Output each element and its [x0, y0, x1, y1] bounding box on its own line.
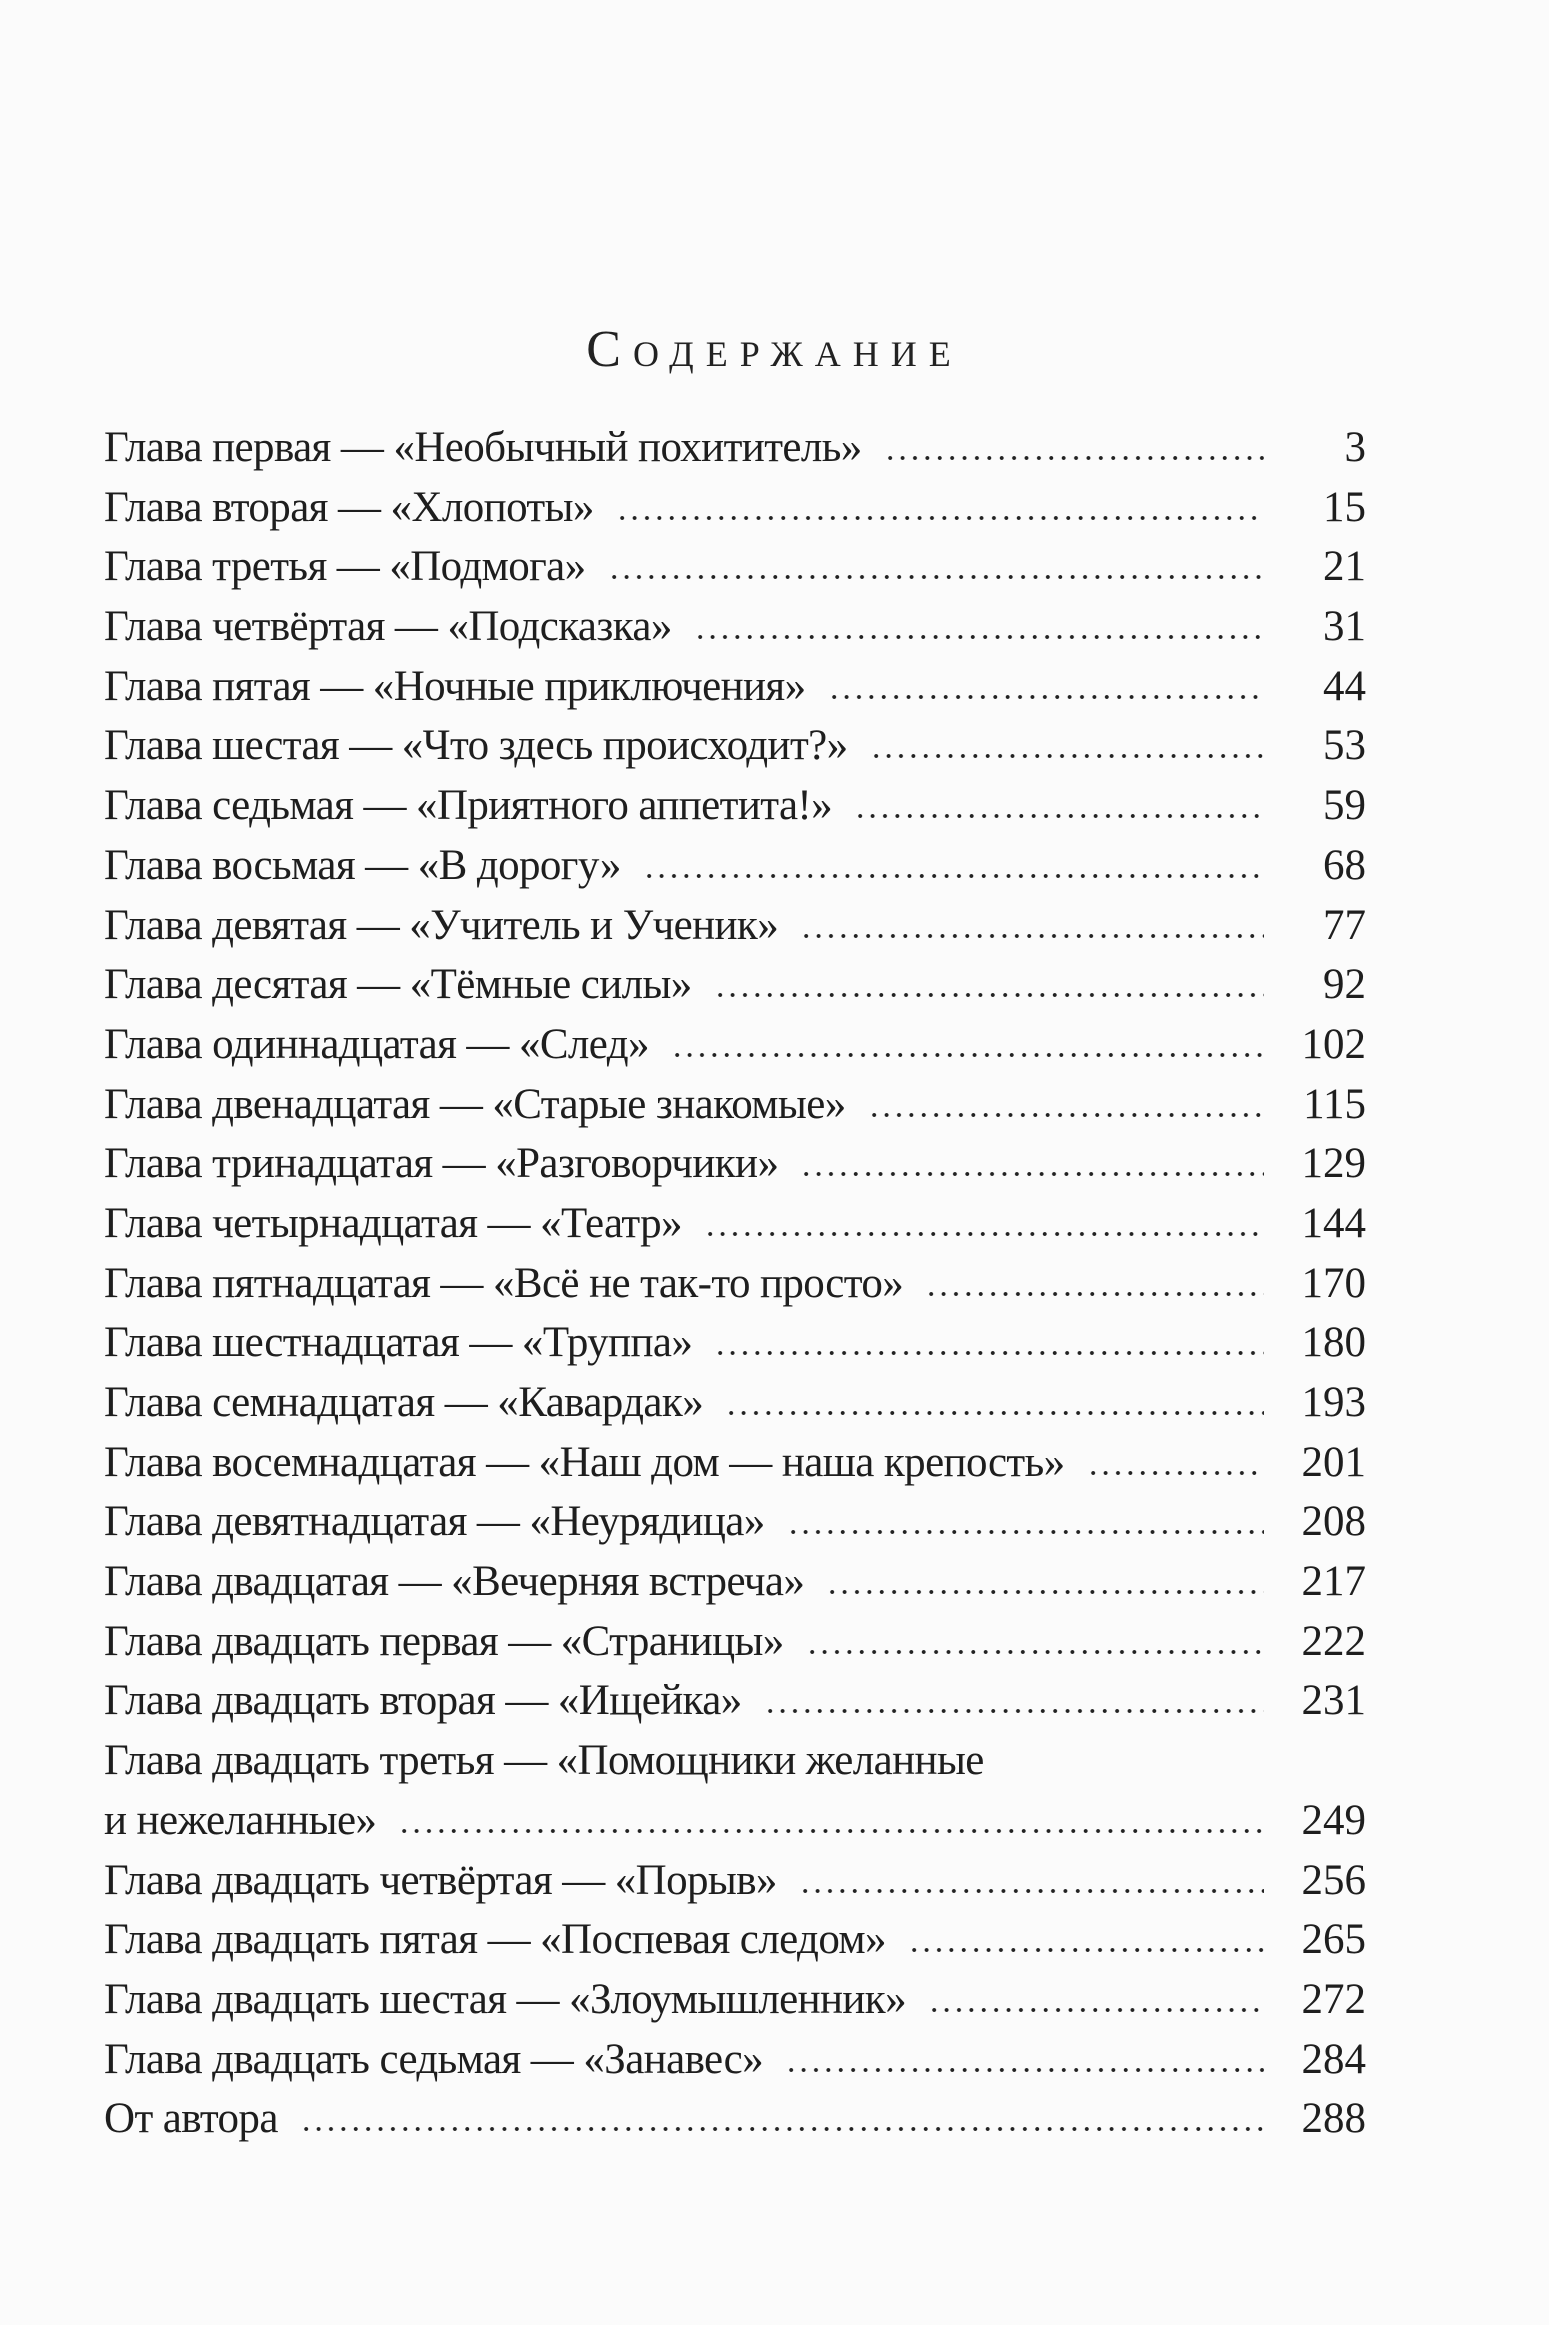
entry-title: Глава двадцать третья — «Помощники желанные: [104, 1737, 984, 1785]
entry-page-number: 21: [1323, 543, 1366, 591]
entry-page-number: 59: [1323, 782, 1366, 830]
entry-page-number: 44: [1323, 662, 1366, 710]
dot-leader: [884, 453, 1264, 463]
entry-title: Глава пятая — «Ночные приключения»: [104, 662, 806, 710]
entry-page-number: 68: [1323, 841, 1366, 889]
entry-title: Глава двадцать шестая — «Злоумышленник»: [104, 1975, 906, 2023]
entry-title: Глава вторая — «Хлопоты»: [104, 483, 594, 531]
entry-title: От автора: [104, 2095, 278, 2143]
toc-entry-continuation: [104, 1791, 1366, 1851]
entry-page-number: 170: [1301, 1259, 1366, 1307]
dot-leader: [608, 572, 1264, 582]
dot-leader: [725, 1408, 1264, 1418]
entry-title: Глава девятая — «Учитель и Ученик»: [104, 901, 779, 949]
entry-page-number: 256: [1301, 1856, 1366, 1904]
entry-page-number: 144: [1301, 1199, 1366, 1247]
dot-leader: [800, 931, 1264, 941]
toc-entry: [104, 597, 1366, 657]
entry-title: Глава десятая — «Тёмные силы»: [104, 961, 692, 1009]
entry-title: Глава двадцать четвёртая — «Порыв»: [104, 1856, 777, 1904]
entry-title: Глава двадцать первая — «Страницы»: [104, 1617, 784, 1665]
toc-entry: [104, 2030, 1366, 2090]
toc-entry: [104, 1254, 1366, 1314]
toc-entry: [104, 1373, 1366, 1433]
toc-entry: [104, 1910, 1366, 1970]
entry-title: и нежеланные»: [104, 1796, 377, 1844]
entry-page-number: 115: [1303, 1080, 1366, 1128]
entry-page-number: 249: [1301, 1796, 1366, 1844]
entry-page-number: 208: [1301, 1498, 1366, 1546]
toc-entry: [104, 1433, 1366, 1493]
dot-leader: [870, 751, 1264, 761]
entry-page-number: 77: [1323, 901, 1366, 949]
toc-entry: [104, 1194, 1366, 1254]
toc-entry: [104, 1612, 1366, 1672]
entry-page-number: 92: [1323, 961, 1366, 1009]
toc-entry: [104, 1851, 1366, 1911]
entry-title: Глава тринадцатая — «Разговорчики»: [104, 1140, 779, 1188]
toc-entry: [104, 1015, 1366, 1075]
dot-leader: [925, 1289, 1264, 1299]
toc-entry: [104, 1075, 1366, 1135]
entry-title: Глава четвёртая — «Подсказка»: [104, 603, 672, 651]
entry-title: Глава шестнадцатая — «Труппа»: [104, 1319, 693, 1367]
entry-page-number: 284: [1301, 2035, 1366, 2083]
toc-entry: [104, 1671, 1366, 1731]
toc-entry: [104, 776, 1366, 836]
dot-leader: [398, 1826, 1264, 1836]
dot-leader: [714, 1348, 1264, 1358]
entry-title: Глава двадцать седьмая — «Занавес»: [104, 2035, 763, 2083]
toc-entry: [104, 657, 1366, 717]
entry-title: Глава семнадцатая — «Кавардак»: [104, 1379, 704, 1426]
entry-page-number: 102: [1301, 1020, 1366, 1068]
table-of-contents: [104, 418, 1366, 2149]
dot-leader: [806, 1647, 1264, 1657]
entry-page-number: 31: [1323, 603, 1366, 651]
dot-leader: [854, 811, 1264, 821]
entry-page-number: 15: [1323, 483, 1366, 531]
toc-entry: [104, 1492, 1366, 1552]
toc-entry: [104, 1313, 1366, 1373]
dot-leader: [616, 513, 1264, 523]
entry-page-number: 180: [1301, 1319, 1366, 1367]
entry-page-number: 217: [1301, 1558, 1366, 1606]
dot-leader: [643, 871, 1264, 881]
entry-title: Глава шестая — «Что здесь происходит?»: [104, 722, 848, 770]
dot-leader: [800, 1169, 1264, 1179]
entry-page-number: 193: [1301, 1379, 1366, 1426]
dot-leader: [799, 1886, 1264, 1896]
entry-title: Глава двадцать пятая — «Поспевая следом»: [104, 1916, 886, 1964]
dot-leader: [868, 1110, 1264, 1120]
toc-entry: [104, 537, 1366, 597]
entry-page-number: 53: [1323, 722, 1366, 770]
dot-leader: [826, 1587, 1264, 1597]
entry-title: Глава третья — «Подмога»: [104, 543, 586, 591]
entry-page-number: 272: [1301, 1975, 1366, 2023]
dot-leader: [1087, 1468, 1264, 1478]
entry-title: Глава пятнадцатая — «Всё не так-то просто»: [104, 1259, 904, 1307]
dot-leader: [704, 1229, 1264, 1239]
entry-title: Глава первая — «Необычный похититель»: [104, 424, 862, 471]
toc-entry: [104, 478, 1366, 538]
entry-title: Глава восемнадцатая — «Наш дом — наша крепость»: [104, 1438, 1065, 1486]
entry-page-number: 129: [1301, 1140, 1366, 1188]
dot-leader: [828, 692, 1265, 702]
toc-entry: [104, 955, 1366, 1015]
toc-entry: [104, 836, 1366, 896]
entry-page-number: 222: [1301, 1617, 1366, 1665]
entry-title: Глава одиннадцатая — «След»: [104, 1020, 649, 1068]
toc-entry: [104, 2089, 1366, 2149]
toc-entry: [104, 1970, 1366, 2030]
entry-title: Глава двенадцатая — «Старые знакомые»: [104, 1080, 846, 1128]
toc-entry: [104, 1731, 1366, 1791]
dot-leader: [908, 1945, 1264, 1955]
entry-page-number: 265: [1301, 1916, 1366, 1964]
dot-leader: [694, 632, 1264, 642]
entry-page-number: 3: [1344, 424, 1366, 471]
dot-leader: [787, 1527, 1264, 1537]
entry-title: Глава четырнадцатая — «Театр»: [104, 1199, 682, 1247]
toc-entry: [104, 418, 1366, 478]
dot-leader: [785, 2065, 1264, 2075]
toc-entry: [104, 1134, 1366, 1194]
dot-leader: [764, 1706, 1264, 1716]
dot-leader: [928, 2005, 1264, 2015]
toc-entry: [104, 896, 1366, 956]
toc-entry: [104, 716, 1366, 776]
entry-page-number: 288: [1301, 2095, 1366, 2143]
dot-leader: [671, 1050, 1264, 1060]
entry-title: Глава седьмая — «Приятного аппетита!»: [104, 782, 833, 830]
toc-entry: [104, 1552, 1366, 1612]
entry-page-number: 231: [1301, 1677, 1366, 1725]
entry-title: Глава двадцатая — «Вечерняя встреча»: [104, 1558, 805, 1606]
entry-title: Глава девятнадцатая — «Неурядица»: [104, 1498, 765, 1546]
toc-heading: Содержание: [586, 320, 963, 378]
entry-page-number: 201: [1301, 1438, 1366, 1486]
entry-title: Глава восьмая — «В дорогу»: [104, 841, 621, 889]
entry-title: Глава двадцать вторая — «Ищейка»: [104, 1677, 742, 1725]
dot-leader: [300, 2124, 1264, 2134]
dot-leader: [714, 990, 1264, 1000]
